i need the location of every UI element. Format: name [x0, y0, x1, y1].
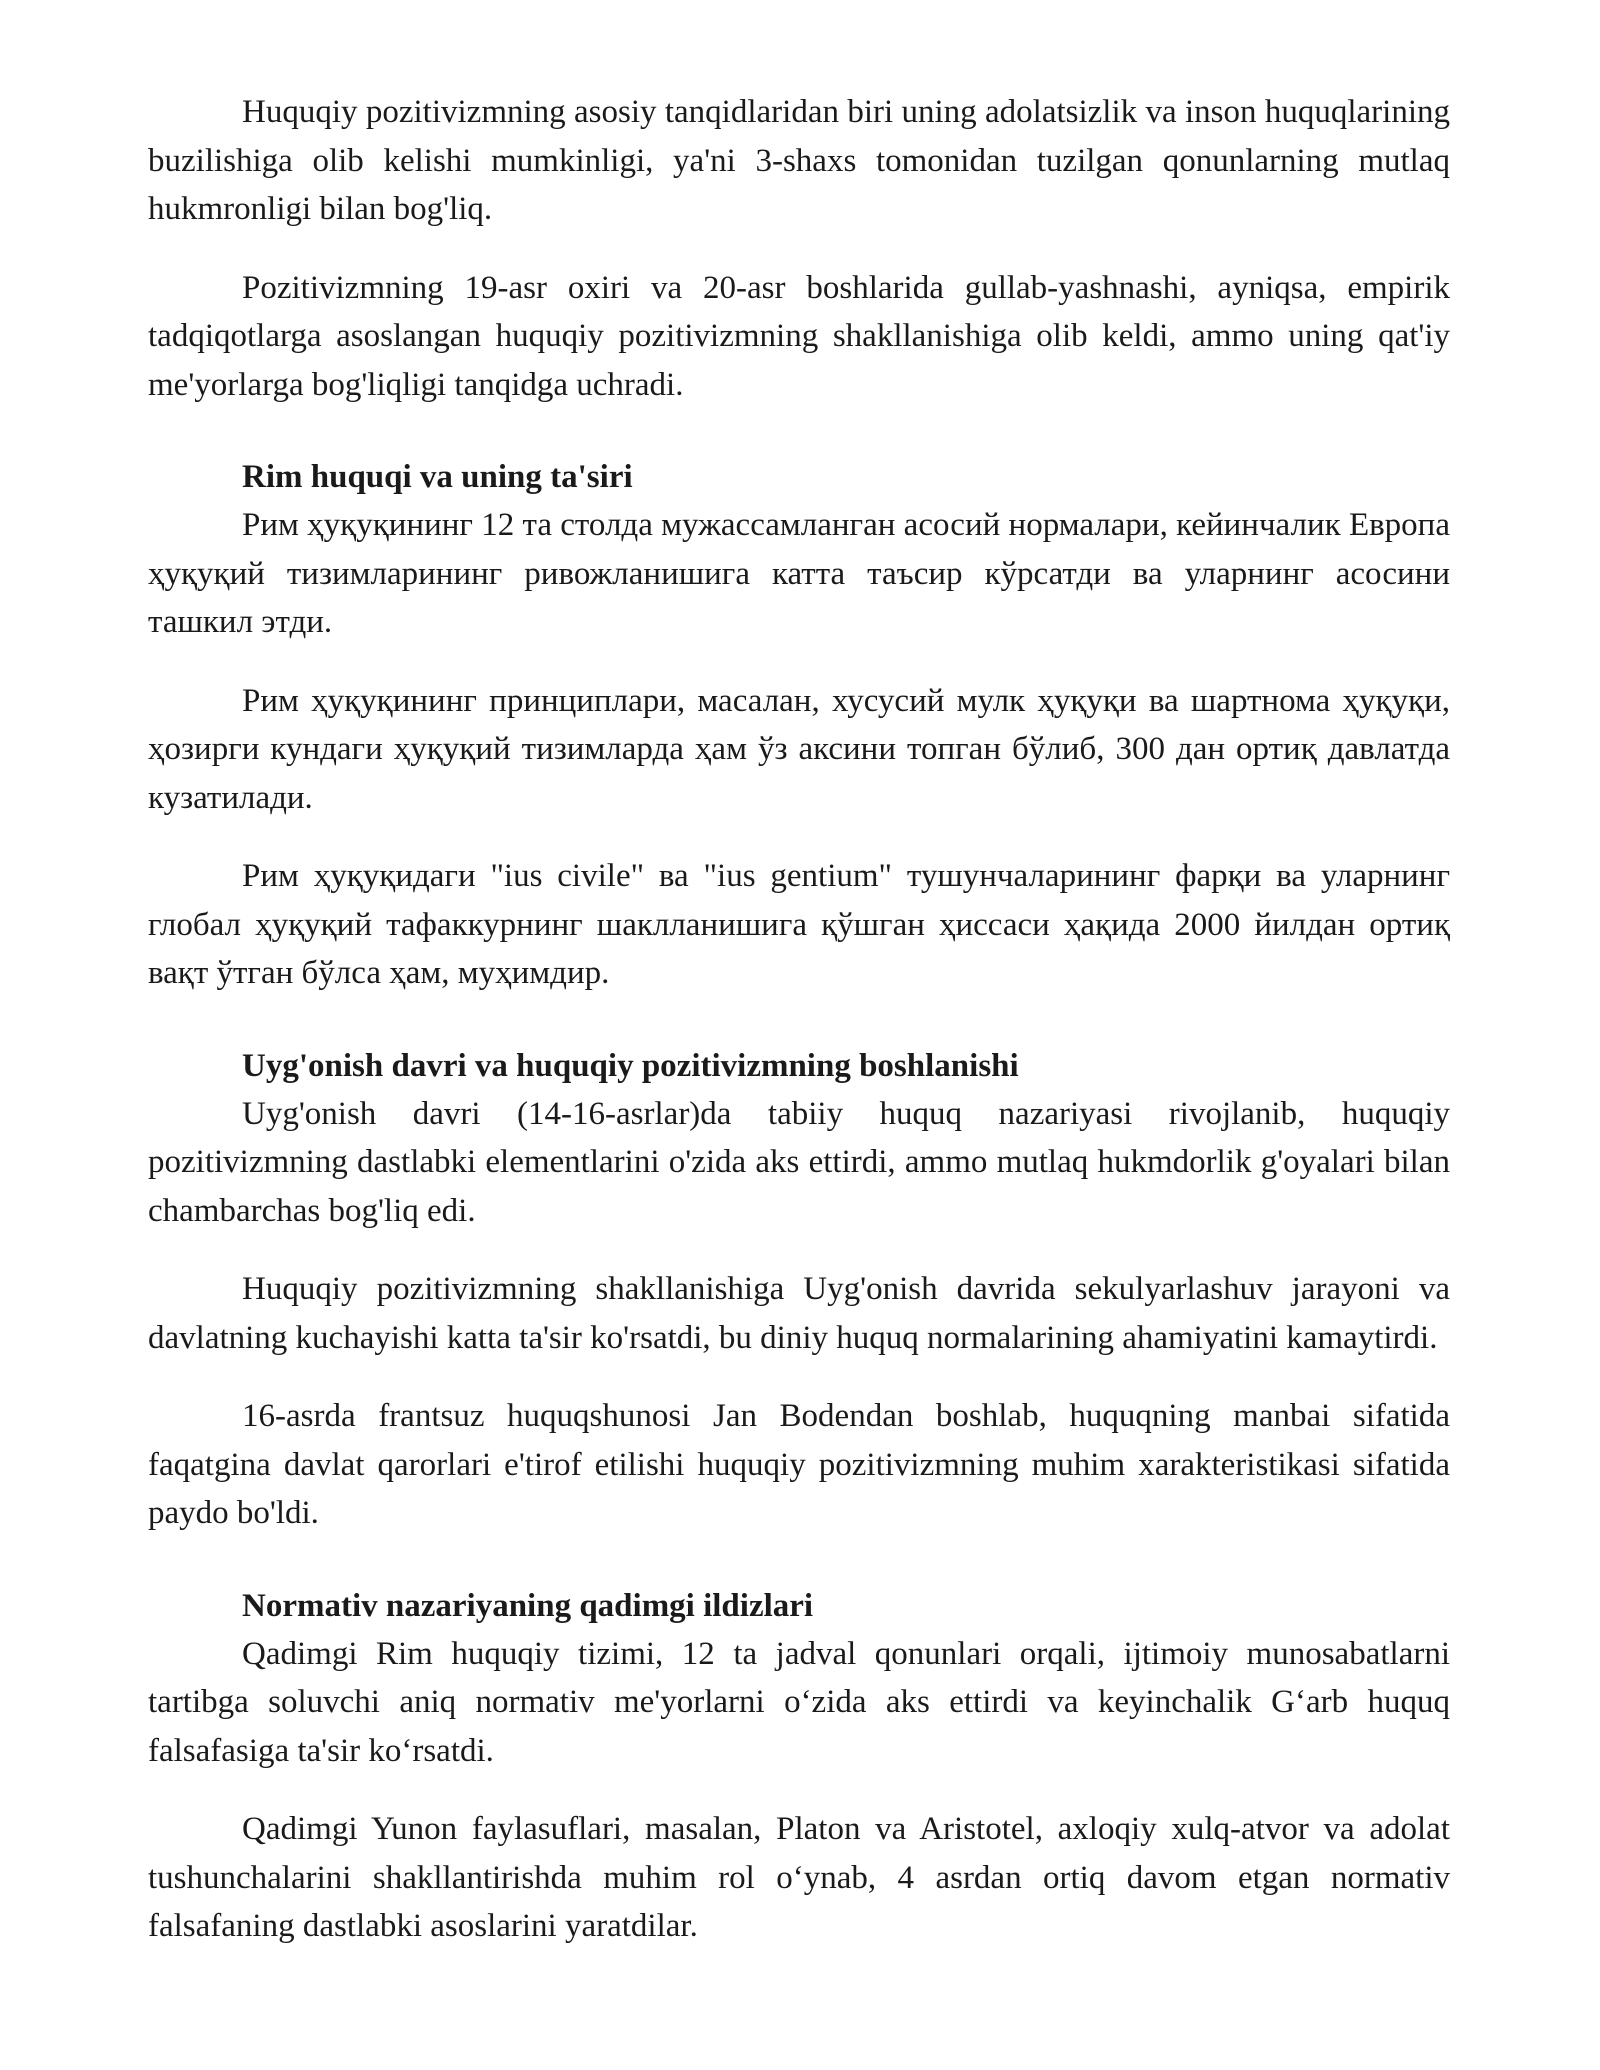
paragraph-intro-2: Pozitivizmning 19-asr oxiri va 20-asr boshlarida gullab-yashnashi, ayniqsa, empirik tadqiqotlarga asoslangan huquqiy pozitivizmning shakllanishiga olib keldi, ammo uning qat'iy me'yorlarga bog'liqligi tanqidga uchradi.	[148, 269, 1450, 403]
paragraph-uygonish-3: 16-asrda frantsuz huquqshunosi Jan Bodendan boshlab, huquqning manbai sifatida faqatgina davlat qarorlari e'tirof etilishi huquqiy pozitivizmning muhim xarakteristikasi sifatida paydo bo'ldi.	[148, 1398, 1450, 1531]
paragraph-rim-3: Рим ҳуқуқидаги "ius civile" ва "ius gentium" тушунчаларининг фарқи ва уларнинг глобал ҳуқуқий тафаккурнинг шаклланишига қўшган ҳиссаси ҳақида 2000 йилдан ортиқ вақт ўтган бўлса ҳам, муҳимдир.	[148, 858, 1450, 991]
paragraph-normativ-1: Qadimgi Rim huquqiy tizimi, 12 ta jadval qonunlari orqali, ijtimoiy munosabatlarni tartibga soluvchi aniq normativ me'yorlarni oʻzida aks ettirdi va keyinchalik Gʻarb huquq falsafasiga ta'sir koʻrsatdi.	[148, 1635, 1450, 1769]
paragraph-intro-1: Huquqiy pozitivizmning asosiy tanqidlaridan biri uning adolatsizlik va inson huquqlarining buzilishiga olib kelishi mumkinligi, ya'ni 3-shaxs tomonidan tuzilgan qonunlarning mutlaq hukmronligi bilan bog'liq.	[148, 94, 1450, 227]
paragraph-normativ-2: Qadimgi Yunon faylasuflari, masalan, Platon va Aristotel, axloqiy xulq-atvor va adolat tushunchalarini shakllantirishda muhim rol oʻynab, 4 asrdan ortiq davom etgan normativ falsafaning dastlabki asoslarini yaratdilar.	[148, 1811, 1450, 1944]
paragraph-uygonish-2: Huquqiy pozitivizmning shakllanishiga Uyg'onish davrida sekulyarlashuv jarayoni va davlatning kuchayishi katta ta'sir ko'rsatdi, bu diniy huquq normalarining ahamiyatini kamaytirdi.	[148, 1271, 1450, 1356]
section-heading-normativ: Normativ nazariyaning qadimgi ildizlari	[242, 1587, 814, 1624]
section-heading-uygonish: Uyg'onish davri va huquqiy pozitivizmning boshlanishi	[242, 1047, 1019, 1084]
paragraph-rim-1: Рим ҳуқуқининг 12 та столда мужассамланган асосий нормалари, кейинчалик Европа ҳуқуқий тизимларининг ривожланишига катта таъсир кўрсатди ва уларнинг асосини ташкил этди.	[148, 507, 1450, 640]
document-page	[148, 88, 1450, 1981]
paragraph-uygonish-1: Uyg'onish davri (14-16-asrlar)da tabiiy huquq nazariyasi rivojlanib, huquqiy pozitivizmning dastlabki elementlarini o'zida aks ettirdi, ammo mutlaq hukmdorlik g'oyalari bilan chambarchas bog'liq edi.	[148, 1095, 1450, 1229]
section-heading-rim: Rim huquqi va uning ta'siri	[242, 459, 633, 495]
paragraph-rim-2: Рим ҳуқуқининг принциплари, масалан, хусусий мулк ҳуқуқи ва шартнома ҳуқуқи, ҳозирги кундаги ҳуқуқий тизимларда ҳам ўз аксини топган бўлиб, 300 дан ортиқ давлатда кузатилади.	[148, 682, 1450, 816]
